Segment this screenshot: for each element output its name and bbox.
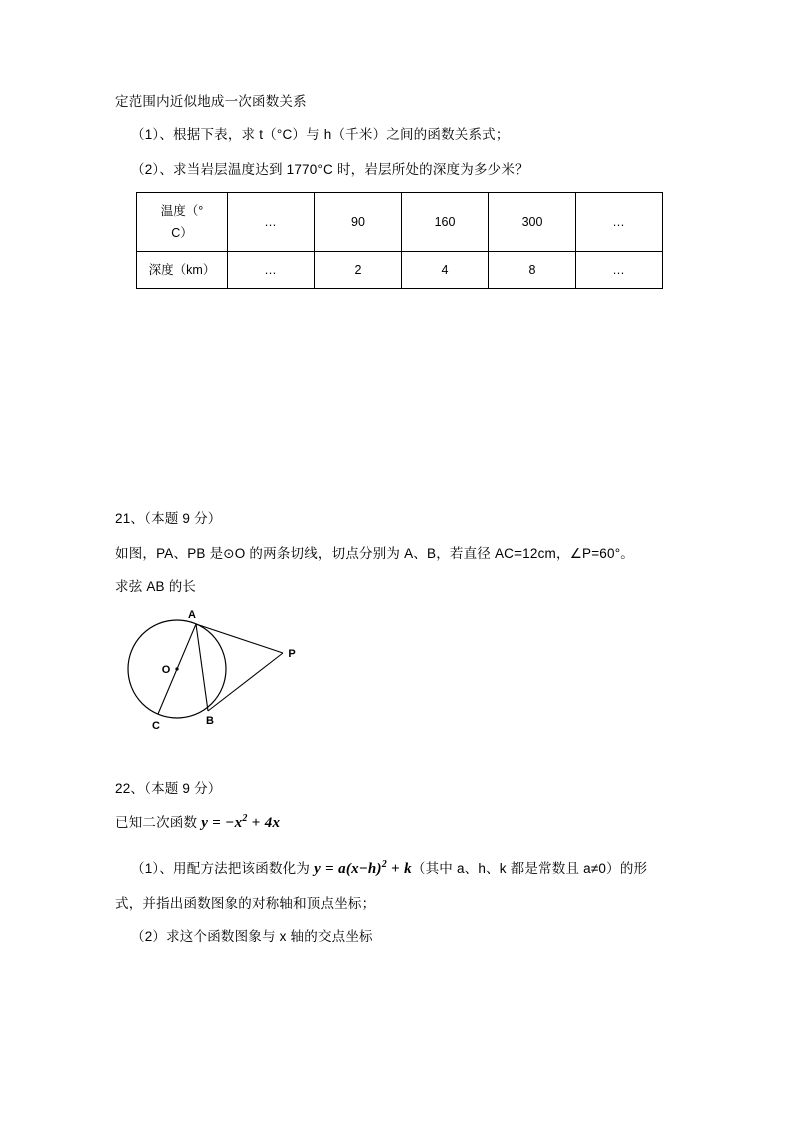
formula-plus: + (391, 861, 401, 877)
row-header-depth (137, 252, 228, 289)
formula-h-term: h) (367, 861, 382, 877)
problem-22-number: 22、（本题 9 分） (115, 781, 222, 796)
formula-minus: − (358, 861, 368, 877)
label-center-o: O (161, 664, 171, 676)
formula-lhs: y (314, 861, 322, 877)
formula-exponent: 2 (381, 859, 388, 870)
tangent-segment-ap (196, 624, 283, 653)
formula-term-2: 4x (264, 815, 281, 831)
table-row (137, 252, 663, 289)
problem-22-subquestion-1-continued: 式，并指出函数图象的对称轴和顶点坐标； (115, 896, 376, 911)
circle-tangent-figure (112, 596, 322, 741)
table-cell: 4 (402, 252, 489, 289)
formula-equals: = (212, 815, 222, 831)
table-cell: 300 (489, 193, 576, 252)
chord-segment-ab (196, 624, 208, 711)
label-point-p: P (288, 648, 296, 660)
problem-21-body: 如图，PA、PB 是⊙O 的两条切线，切点分别为 A、B，若直径 AC=12cm，∠P=60°。 (115, 546, 634, 561)
table-cell: … (576, 193, 663, 252)
problem-20-subquestion-1: （1）、根据下表，求 t（°C）与 h（千米）之间的函数关系式； (131, 127, 510, 142)
formula-lhs: y (201, 815, 209, 831)
subquestion-1-suffix: （其中 a、h、k 都是常数且 a≠0）的形 (411, 861, 648, 876)
table-cell: … (576, 252, 663, 289)
formula-plus: + (251, 815, 261, 831)
problem-21-number: 21、（本题 9 分） (115, 511, 222, 526)
subquestion-1-formula (310, 861, 412, 877)
table-cell: 90 (315, 193, 402, 252)
temperature-depth-table (136, 192, 663, 289)
table-cell: 160 (402, 193, 489, 252)
table-cell: 8 (489, 252, 576, 289)
row-header-temperature (137, 193, 228, 252)
problem-20-intro-line: 定范围内近似地成一次函数关系 (115, 94, 307, 109)
problem-22-subquestion-2: （2）求这个函数图象与 x 轴的交点坐标 (131, 929, 373, 944)
table-cell: 2 (315, 252, 402, 289)
formula-exponent-1: 2 (242, 813, 248, 824)
row-header-temperature-line2: C） (171, 226, 193, 240)
problem-22-given-prefix: 已知二次函数 (115, 815, 198, 830)
table-row (137, 193, 663, 252)
label-point-c: C (152, 720, 160, 732)
problem-22-subquestion-1 (131, 860, 647, 878)
problem-22-given-formula (197, 815, 280, 831)
label-point-b: B (206, 715, 214, 727)
problem-20-subquestion-2: （2）、求当岩层温度达到 1770°C 时，岩层所处的深度为多少米？ (131, 162, 529, 177)
tangent-segment-bp (208, 653, 283, 711)
label-point-a: A (188, 609, 196, 621)
circle-tangent-diagram (112, 596, 322, 741)
table-cell: … (228, 193, 315, 252)
table-cell: … (228, 252, 315, 289)
formula-equals: = (325, 861, 335, 877)
formula-term-1: −x (225, 815, 243, 831)
subquestion-1-prefix: （1）、用配方法把该函数化为 (131, 861, 311, 876)
problem-22-given (115, 814, 280, 832)
formula-coefficient: a(x (338, 861, 359, 877)
row-header-depth-label: 深度（km） (148, 263, 216, 277)
formula-k-term: k (404, 861, 412, 877)
row-header-temperature-line1: 温度（° (160, 204, 204, 218)
problem-21-ask: 求弦 AB 的长 (115, 579, 197, 594)
